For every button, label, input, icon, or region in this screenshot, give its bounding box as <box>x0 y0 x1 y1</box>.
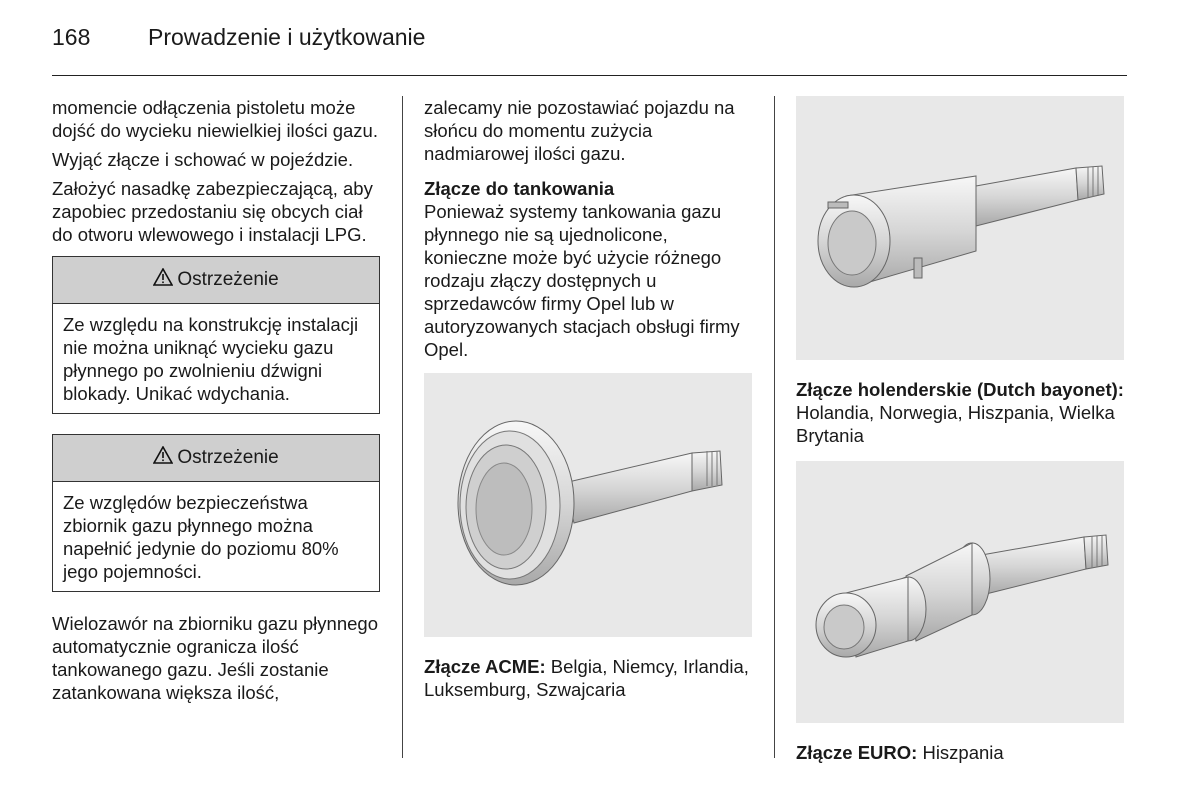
section-title: Prowadzenie i użytkowanie <box>148 24 426 50</box>
caption-text: Belgia, Niemcy, Irlandia, Luksemburg, Szwajcaria <box>424 656 749 700</box>
paragraph: zalecamy nie pozostawiać pojazdu na słońcu do momentu zużycia nadmiarowej ilości gazu. <box>424 97 735 164</box>
page-number: 168 <box>52 24 91 50</box>
warning-header <box>53 257 379 304</box>
paragraph: momencie odłączenia pistoletu może dojść do wycieku niewielkiej ilości gazu. <box>52 97 378 141</box>
caption-label: Złącze EURO: <box>796 742 918 763</box>
figure-caption <box>796 378 1126 447</box>
caption-text: Hiszpania <box>917 742 1004 763</box>
column-1 <box>52 96 382 710</box>
acme-connector-illustration <box>424 373 752 637</box>
paragraph: Wyjąć złącze i schować w pojeździe. <box>52 149 354 170</box>
header-divider <box>52 75 1127 76</box>
caption-label: Złącze ACME: <box>424 656 546 677</box>
dutch-bayonet-connector-illustration <box>796 96 1124 360</box>
warning-header <box>53 435 379 482</box>
warning-box <box>52 256 380 414</box>
column-3 <box>796 96 1126 764</box>
warning-title: Ostrzeżenie <box>177 447 279 468</box>
euro-connector-illustration <box>796 461 1124 723</box>
page-header <box>52 24 1127 58</box>
warning-title: Ostrzeżenie <box>177 269 279 290</box>
figure-caption <box>796 741 1126 764</box>
paragraph: Ponieważ systemy tankowania gazu płynnego nie są ujednolicone, konieczne może być użycie różnego rodzaju złączy dostępnych u sprzedawców firmy Opel lub w autoryzowanych stacjach obsługi firmy Opel. <box>424 201 740 360</box>
caption-text: Holandia, Norwegia, Hiszpania, Wielka Brytania <box>796 402 1115 446</box>
column-divider-2 <box>774 96 775 758</box>
warning-body: Ze względu na konstrukcję instalacji nie można uniknąć wycieku gazu płynnego po zwolnieniu dźwigni blokady. Unikać wdychania. <box>63 314 359 404</box>
paragraph: Wielozawór na zbiorniku gazu płynnego automatycznie ogranicza ilość tankowanego gazu. Jeśli zostanie zatankowana większa ilość, <box>52 613 378 703</box>
paragraph: Założyć nasadkę zabezpieczającą, aby zapobiec przedostaniu się obcych ciał do otworu wlewowego i instalacji LPG. <box>52 178 373 245</box>
warning-box <box>52 434 380 592</box>
column-2 <box>424 96 754 701</box>
warning-body: Ze względów bezpieczeństwa zbiornik gazu płynnego można napełnić jedynie do poziomu 80% jego pojemności. <box>63 492 339 582</box>
figure-caption <box>424 655 754 701</box>
warning-triangle-icon <box>153 446 173 470</box>
caption-label: Złącze holenderskie (Dutch bayonet): <box>796 379 1124 400</box>
subheading: Złącze do tankowania <box>424 178 615 199</box>
warning-triangle-icon <box>153 268 173 292</box>
column-divider-1 <box>402 96 403 758</box>
